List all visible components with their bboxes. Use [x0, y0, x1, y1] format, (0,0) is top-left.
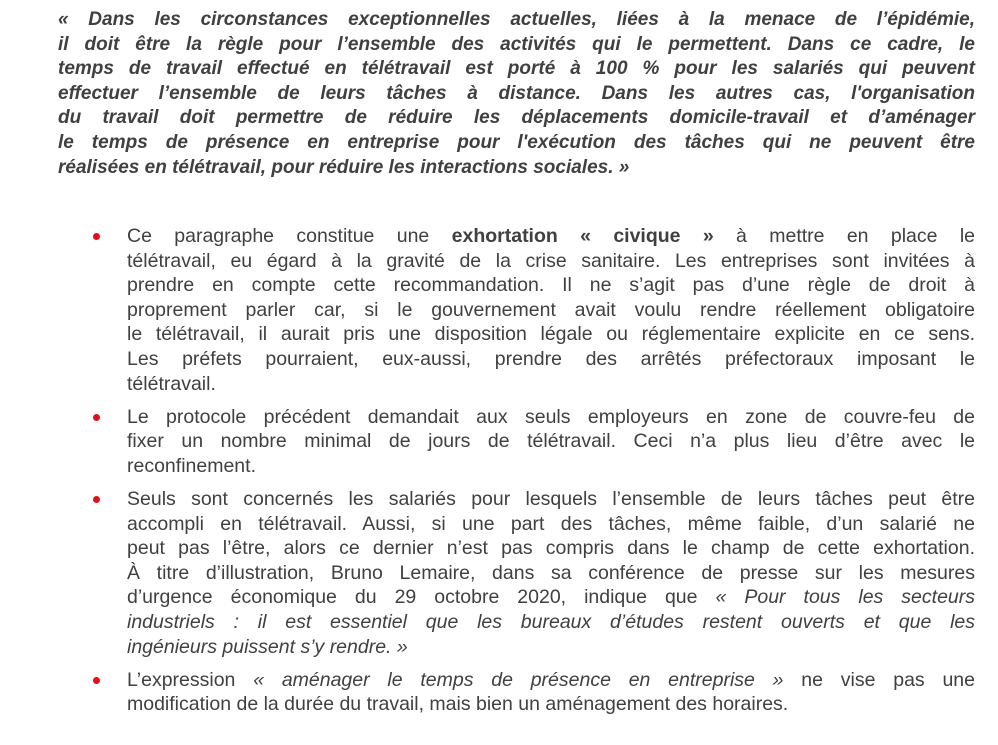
- italic-text: « Pour tous les secteurs: [715, 586, 975, 609]
- text-line: [127, 298, 975, 323]
- text-line: [127, 372, 975, 397]
- text-segment: prendre en compte cette recommandation. Il ne s’agit pas d’une règle de droit à: [127, 274, 975, 297]
- italic-text: ingénieurs puissent s’y rendre. »: [127, 635, 408, 658]
- text-line: [127, 668, 975, 693]
- text-line: [127, 429, 975, 454]
- text-segment: Le protocole précédent demandait aux seuls employeurs en zone de couvre-feu de: [127, 405, 975, 428]
- text-line: [127, 249, 975, 274]
- text-segment: à mettre en place le: [713, 225, 975, 247]
- bullet-icon: [93, 496, 100, 503]
- text-segment: d’urgence économique du 29 octobre 2020, indique que: [127, 586, 716, 609]
- bold-text: exhortation « civique »: [451, 225, 714, 247]
- text-line: [127, 273, 975, 298]
- text-line: [58, 8, 975, 33]
- text-line: [127, 454, 975, 479]
- text-line: [127, 405, 975, 430]
- text-segment: « Dans les circonstances exceptionnelles actuelles, liées à la menace de l’épidémie,: [58, 9, 975, 30]
- text-line: [127, 487, 975, 512]
- text-segment: réalisées en télétravail, pour réduire les interactions sociales. »: [58, 156, 630, 178]
- text-segment: reconfinement.: [127, 454, 256, 477]
- text-segment: modification de la durée du travail, mais bien un aménagement des horaires.: [127, 693, 789, 716]
- bullet-list: [0, 224, 998, 725]
- text-segment: il doit être la règle pour l’ensemble des activités qui le permettent. Dans ce cadre, le: [58, 33, 975, 55]
- list-item: [0, 224, 975, 396]
- quoted-paragraph: [58, 8, 975, 180]
- text-line: [127, 610, 975, 635]
- list-item: [0, 405, 975, 479]
- text-segment: Seuls sont concernés les salariés pour lesquels l’ensemble de leurs tâches peut être: [127, 487, 975, 510]
- list-item: [0, 487, 975, 659]
- text-segment: accompli en télétravail. Aussi, si une part des tâches, même faible, d’un salarié ne: [127, 512, 975, 535]
- text-line: [127, 224, 975, 249]
- text-segment: Ce paragraphe constitue une: [127, 225, 452, 247]
- text-segment: le télétravail, il aurait pris une disposition légale ou réglementaire explicite en ce sens.: [127, 323, 975, 346]
- text-segment: du travail doit permettre de réduire les déplacements domicile-travail et d’aménager: [58, 107, 975, 129]
- text-line: [127, 322, 975, 347]
- italic-text: « aménager le temps de présence en entreprise »: [253, 668, 784, 691]
- text-line: [58, 33, 975, 58]
- text-segment: ne vise pas une: [783, 668, 975, 691]
- bullet-icon: [93, 233, 100, 240]
- text-line: [58, 106, 975, 131]
- text-segment: temps de travail effectué en télétravail est porté à 100 % pour les salariés qui peuvent: [58, 58, 975, 80]
- text-line: [127, 585, 975, 610]
- text-segment: À titre d’illustration, Bruno Lemaire, dans sa conférence de presse sur les mesures: [127, 561, 975, 584]
- text-line: [127, 561, 975, 586]
- italic-text: industriels : il est essentiel que les bureaux d’études restent ouverts et que les: [127, 610, 975, 633]
- text-segment: télétravail.: [127, 372, 216, 395]
- text-line: [127, 347, 975, 372]
- text-segment: télétravail, eu égard à la gravité de la crise sanitaire. Les entreprises sont invitées à: [127, 249, 975, 272]
- text-line: [58, 156, 975, 181]
- text-segment: Les préfets pourraient, eux-aussi, prendre des arrêtés préfectoraux imposant le: [127, 347, 975, 370]
- text-segment: peut pas l’être, alors ce dernier n’est pas compris dans le champ de cette exhortation.: [127, 537, 975, 560]
- text-line: [58, 131, 975, 156]
- bullet-icon: [93, 677, 100, 684]
- text-line: [127, 536, 975, 561]
- text-segment: effectuer l’ensemble de leurs tâches à distance. Dans les autres cas, l'organisation: [58, 82, 975, 104]
- text-segment: fixer un nombre minimal de jours de télétravail. Ceci n’a plus lieu d’être avec le: [127, 430, 975, 453]
- bullet-icon: [93, 414, 100, 421]
- text-segment: proprement parler car, si le gouvernement avait voulu rendre réellement obligatoire: [127, 298, 975, 321]
- text-segment: le temps de présence en entreprise pour l'exécution des tâches qui ne peuvent être: [58, 131, 975, 153]
- text-line: [58, 82, 975, 107]
- text-line: [127, 635, 975, 660]
- text-line: [127, 692, 975, 717]
- list-item: [0, 668, 975, 717]
- text-line: [58, 57, 975, 82]
- text-line: [127, 512, 975, 537]
- text-segment: L’expression: [127, 668, 254, 691]
